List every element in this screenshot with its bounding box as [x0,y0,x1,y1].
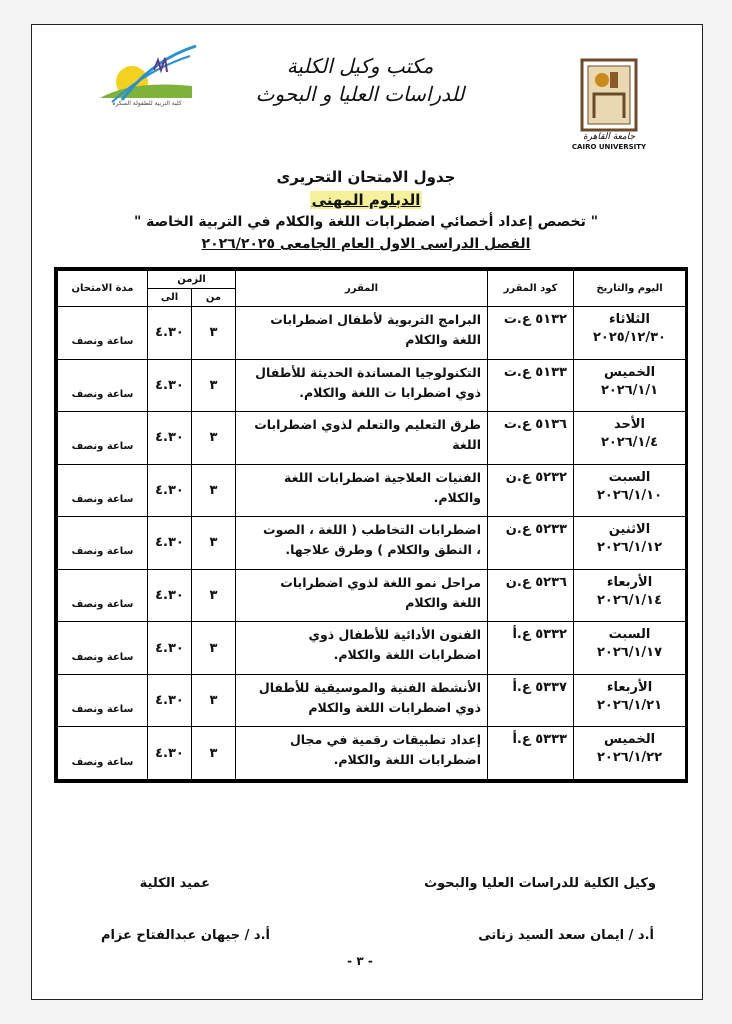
day-date-cell [574,412,686,465]
faculty-logo [92,40,202,120]
day: الثلاثاء [609,312,650,327]
header-course: المقرر [236,271,488,307]
day-date-cell [574,622,686,675]
table-row [58,569,686,622]
course-name-cell [236,307,488,360]
day-date-cell [574,569,686,622]
table-row [58,412,686,465]
date: ٢٠٢٦/١/١٠ [596,487,663,503]
time-to: ٤.٣٠ [148,517,192,570]
exam-duration: ساعة ونصف [58,359,148,412]
course-code: ٥٢٣٣ ع.ن [488,517,574,570]
exam-duration: ساعة ونصف [58,464,148,517]
course-code: ٥٣٣٧ ع.أ [488,674,574,727]
course-line-2: ذوي اضطرابا ت اللغة والكلام. [299,384,481,400]
vice-dean-name: أ.د / ايمان سعد السيد زناتى [478,928,654,943]
specialization-title: " تخصص إعداد أخصائي اضطرابات اللغة والكلام في التربية الخاصة " [133,214,599,230]
course-code: ٥١٣٣ ع.ت [488,359,574,412]
time-to: ٤.٣٠ [148,727,192,780]
exam-duration: ساعة ونصف [58,674,148,727]
time-to: ٤.٣٠ [148,622,192,675]
header-to: الى [148,289,192,307]
date: ٢٠٢٦/١/٢١ [596,697,663,713]
semester-title: الفصل الدراسى الاول العام الجامعى ٢٠٢٦/٢٠٢٥ [201,236,531,252]
course-line-2: ذوي اضطرابات اللغة والكلام [308,699,481,715]
course-name-cell [236,622,488,675]
course-name-cell [236,517,488,570]
time-to: ٤.٣٠ [148,359,192,412]
time-from: ٣ [192,412,236,465]
course-line-1: طرق التعليم والتعلم لذوي اضطرابات [254,417,481,433]
header-from: من [192,289,236,307]
course-line-2: اضطرابات اللغة والكلام. [333,752,481,768]
time-from: ٣ [192,464,236,517]
vice-dean-title: وكيل الكلية للدراسات العليا والبحوث [424,876,656,891]
day: الاثنين [608,522,651,538]
day-date-cell [574,727,686,780]
time-from: ٣ [192,307,236,360]
dean-name: أ.د / جيهان عبدالفتاح عزام [100,928,270,943]
course-name-cell [236,569,488,622]
time-from: ٣ [192,517,236,570]
course-code: ٥١٣٦ ع.ت [488,412,574,465]
day: السبت [608,627,651,643]
course-line-1: الفنيات العلاجية اضطرابات اللغة [284,469,481,485]
course-line-1: البرامج التربوية لأطفال اضطرابات [270,312,481,327]
date: ٢٠٢٥/١٢/٣٠ [593,330,666,345]
time-to: ٤.٣٠ [148,307,192,360]
course-name-cell [236,359,488,412]
page-number: - ٣ - [347,954,373,968]
course-line-2: اللغة [452,437,481,453]
time-from: ٣ [192,359,236,412]
course-code: ٥٢٣٢ ع.ن [488,464,574,517]
course-name-cell [236,674,488,727]
faculty-logo-caption: كلية التربية للطفولة المبكرة [112,100,182,107]
diploma-title [50,189,682,211]
course-name-cell [236,464,488,517]
university-logo [580,58,638,132]
table-row [58,359,686,412]
course-name-cell [236,412,488,465]
exam-duration: ساعة ونصف [58,727,148,780]
course-line-1: الأنشطة الفنية والموسيقية للأطفال [258,679,481,695]
course-line-2: اضطرابات اللغة والكلام. [333,647,481,663]
university-name-ar: جامعة القاهرة [582,132,636,142]
table-row [58,674,686,727]
day-date-cell [574,307,686,360]
day: الخميس [603,364,656,380]
day-date-cell [574,359,686,412]
course-line-1: الفنون الأدائية للأطفال ذوي [308,627,481,643]
exam-duration: ساعة ونصف [58,569,148,622]
table-row [58,307,686,360]
header-day-date: اليوم والتاريخ [574,271,686,307]
course-line-1: اضطرابات التخاطب ( اللغة ، الصوت [263,522,481,538]
office-heading [250,52,470,108]
date: ٢٠٢٦/١/١٤ [596,592,663,608]
course-line-1: التكنولوجيا المساندة الحديثة للأطفال [255,364,481,380]
office-line-1: مكتب وكيل الكلية [286,54,434,78]
day: الخميس [603,732,656,748]
day-date-cell [574,517,686,570]
dean-title: عميد الكلية [139,876,210,891]
day: الأحد [613,417,645,433]
course-name-cell [236,727,488,780]
date: ٢٠٢٦/١/١ [600,382,659,398]
diploma-title-text: الدبلوم المهنى [311,191,421,209]
course-line-2: اللغة والكلام [405,594,481,610]
date: ٢٠٢٦/١/٤ [600,435,659,451]
exam-duration: ساعة ونصف [58,517,148,570]
time-from: ٣ [192,674,236,727]
exam-duration: ساعة ونصف [58,622,148,675]
course-line-2: اللغة والكلام [405,332,481,347]
date: ٢٠٢٦/١/١٧ [596,645,663,661]
table-row [58,517,686,570]
time-from: ٣ [192,622,236,675]
table-row [58,622,686,675]
date: ٢٠٢٦/١/١٢ [596,540,663,556]
exam-duration: ساعة ونصف [58,307,148,360]
day: السبت [608,469,651,485]
table-row [58,727,686,780]
university-name-en: CAIRO UNIVERSITY [571,143,647,151]
document-titles [50,165,682,255]
course-line-1: مراحل نمو اللغة لذوي اضطرابات [280,574,481,590]
header-time: الزمن [148,271,236,289]
day: الأربعاء [606,679,653,695]
day-date-cell [574,674,686,727]
course-code: ٥٣٣٢ ع.أ [488,622,574,675]
date: ٢٠٢٦/١/٢٢ [596,750,663,766]
course-code: ٥٣٣٣ ع.أ [488,727,574,780]
exam-schedule-title: جدول الامتحان التحريرى [276,168,456,186]
table-row [58,464,686,517]
exam-duration: ساعة ونصف [58,412,148,465]
course-code: ٥٢٣٦ ع.ن [488,569,574,622]
office-line-2: للدراسات العليا و البحوث [255,82,465,106]
course-line-2: والكلام. [433,489,481,505]
time-from: ٣ [192,569,236,622]
course-code: ٥١٣٢ ع.ت [488,307,574,360]
time-to: ٤.٣٠ [148,412,192,465]
exam-table [54,267,688,783]
course-line-2: ، النطق والكلام ) وطرق علاجها. [285,542,481,558]
time-to: ٤.٣٠ [148,464,192,517]
time-to: ٤.٣٠ [148,674,192,727]
day: الأربعاء [606,574,653,590]
day-date-cell [574,464,686,517]
course-line-1: إعداد تطبيقات رقمية في مجال [289,732,481,748]
time-from: ٣ [192,727,236,780]
header-code: كود المقرر [488,271,574,307]
header-duration: مدة الامتحان [58,271,148,307]
time-to: ٤.٣٠ [148,569,192,622]
